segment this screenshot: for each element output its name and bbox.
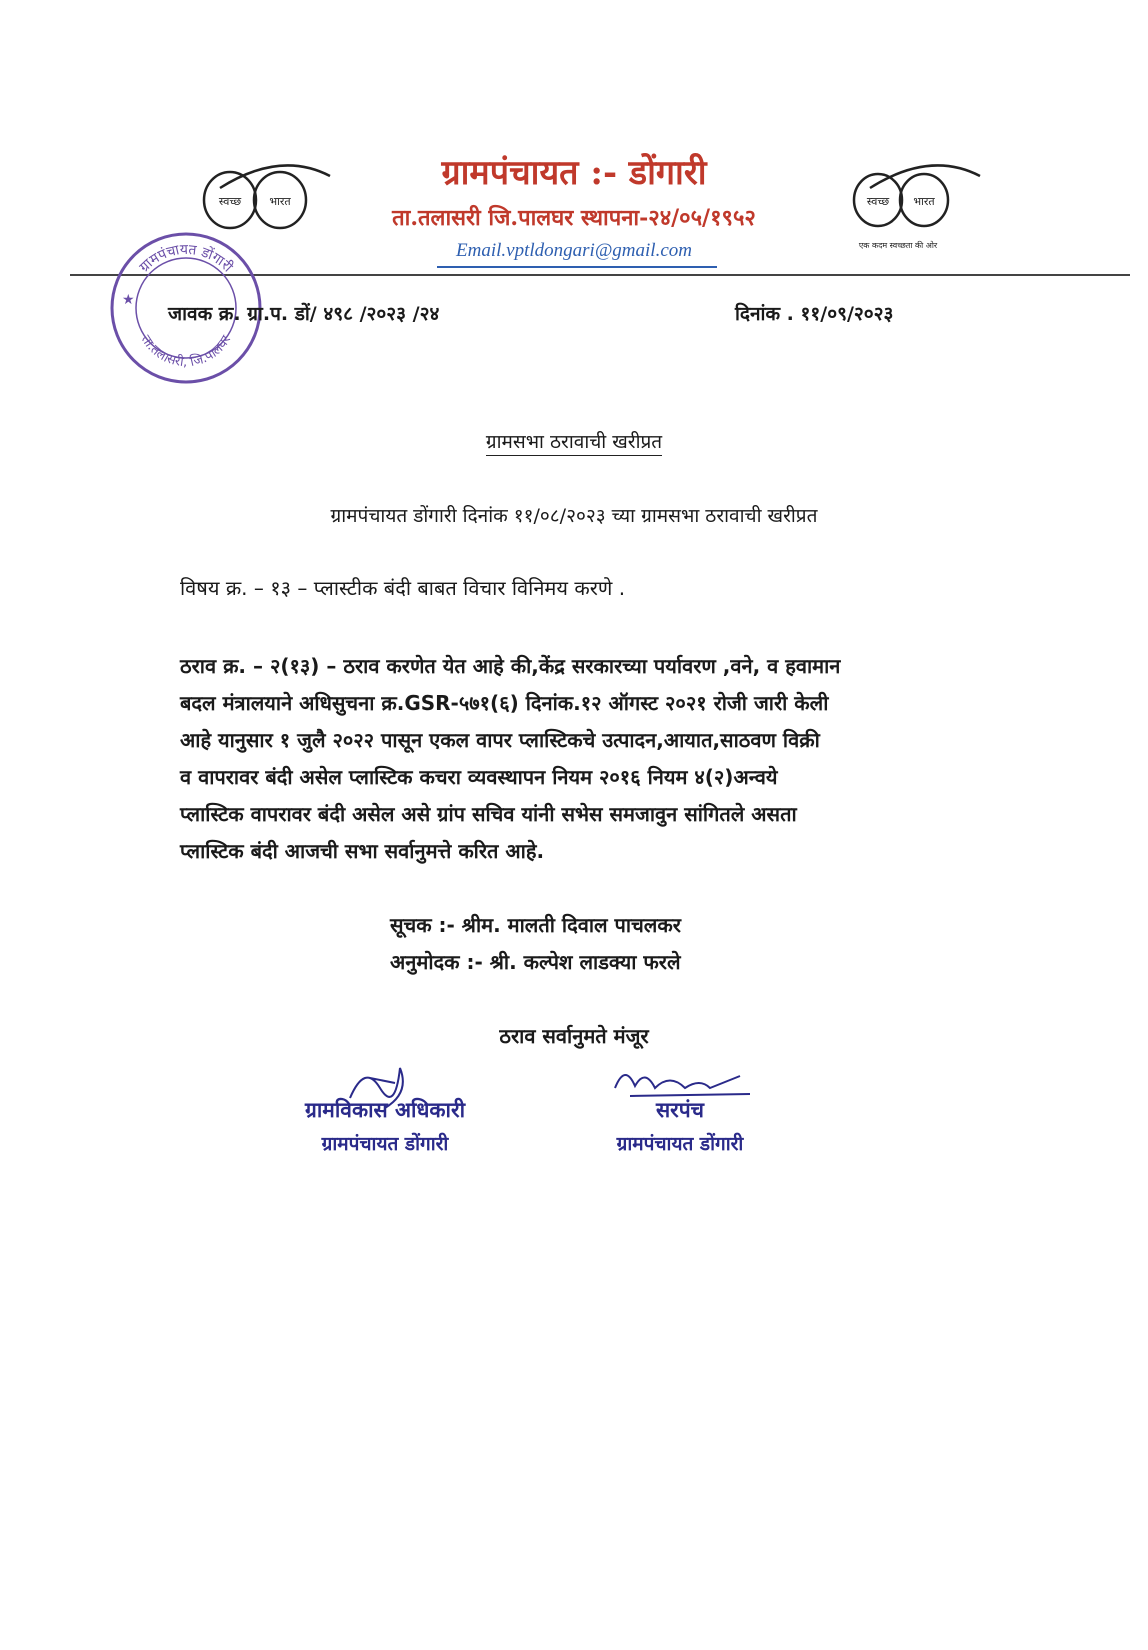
resolution-line: आहे यानुसार १ जुलै २०२२ पासून एकल वापर प्लास्टिकचे उत्पादन,आयात,साठवण विक्री [180,728,820,752]
stamp-text-top: ग्रामपंचायत डोंगारी [136,241,236,276]
svg-text:ता.तलासरी, जि.पालघर [138,333,235,371]
resolution-body [180,648,980,870]
mover-block [390,907,681,981]
signatory-organization: ग्रामपंचायत डोंगारी [321,1133,449,1155]
logo-right-word-2: भारत [913,195,935,208]
resolution-line: प्लास्टिक वापरावर बंदी असेल असे ग्रांप सचिव यांनी सभेस समजावुन सांगितले असता [180,802,797,826]
signatory-sarpanch [565,1096,795,1156]
signatory-title: सरपंच [655,1097,705,1122]
letter-date: दिनांक . ११/०९/२०२३ [735,303,894,325]
letterhead-title: ग्रामपंचायत :- डोंगारी [441,153,707,193]
letterhead-subtitle: ता.तलासरी जि.पालघर स्थापना-२४/०५/१९५२ [392,205,756,231]
approval-line: ठराव सर्वानुमते मंजूर [499,1024,649,1048]
resolution-line: व वापरावर बंदी असेल प्लास्टिक कचरा व्यवस्थापन नियम २०१६ नियम ४(२)अन्वये [180,765,778,789]
document-heading [0,428,1148,454]
logo-right-word-1: स्वच्छ [866,195,890,208]
resolution-line: प्लास्टिक बंदी आजची सभा सर्वानुमत्ते करित आहे. [180,839,545,863]
letterhead-email: Email.vptldongari@gmail.com [456,240,692,261]
logo-right-tagline: एक कदम स्वच्छता की ओर [858,241,938,250]
proposer-line: सूचक :- श्रीम. मालती दिवाल पाचलकर [390,913,681,937]
email-underline [437,266,717,268]
svg-text:ग्रामपंचायत डोंगारी [137,242,237,276]
outward-reference-number: जावक क्र. ग्रा.प. डों/ ४९८ /२०२३ /२४ [168,303,440,325]
stamp-star-icon: ★ [122,292,135,308]
resolution-line: बदल मंत्रालयाने अधिसुचना क्र.GSR-५७१(६) दिनांक.१२ ऑगस्ट २०२१ रोजी जारी केली [180,691,829,715]
logo-left-word-1: स्वच्छ [218,195,242,208]
signatory-organization: ग्रामपंचायत डोंगारी [616,1133,744,1155]
stamp-text-bottom: ता.तलासरी, जि.पालघर [137,332,235,371]
resolution-line: ठराव क्र. – २(१३) – ठराव करणेत येत आहे की,केंद्र सरकारच्या पर्यावरण ,वने, व हवामान [180,654,841,678]
document-heading-text: ग्रामसभा ठरावाची खरीप्रत [486,431,662,456]
signatory-title: ग्रामविकास अधिकारी [304,1097,466,1122]
document-subheading: ग्रामपंचायत डोंगारी दिनांक ११/०८/२०२३ च्या ग्रामसभा ठरावाची खरीप्रत [330,505,818,527]
logo-left-word-2: भारत [269,195,291,208]
signatory-gramvikas-adhikari [255,1096,515,1156]
seconder-line: अनुमोदक :- श्री. कल्पेश लाडक्या फरले [390,950,681,974]
subject-line: विषय क्र. – १३ – प्लास्टीक बंदी बाबत विचार विनिमय करणे . [180,576,626,600]
